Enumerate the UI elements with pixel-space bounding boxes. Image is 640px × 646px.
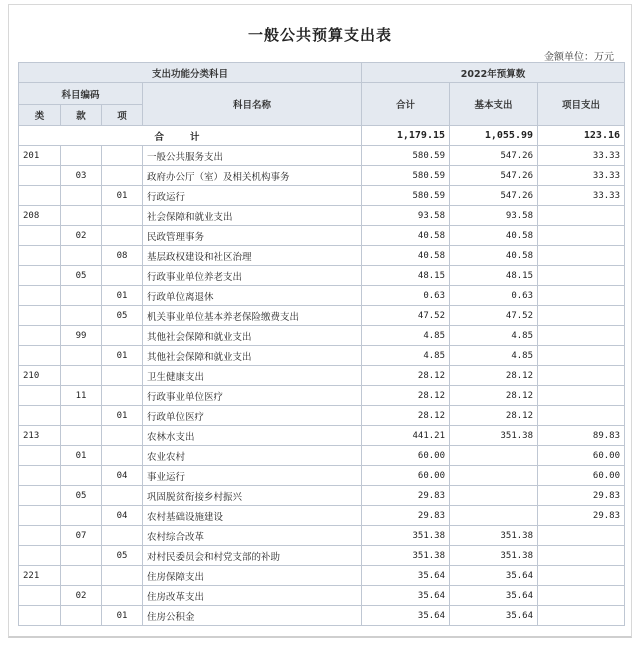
table-row (19, 606, 625, 626)
code-kuan: 99 (61, 326, 102, 346)
amount-basic: 547.26 (450, 146, 538, 166)
code-xiang: 01 (102, 346, 143, 366)
code-xiang (102, 146, 143, 166)
amount-total: 580.59 (362, 186, 450, 206)
unit-label: 金额单位：万元 (544, 52, 614, 63)
header-lei: 类 (19, 105, 61, 126)
amount-total: 441.21 (362, 426, 450, 446)
table-row (19, 426, 625, 446)
header-subject-name: 科目名称 (143, 83, 362, 126)
amount-total: 28.12 (362, 366, 450, 386)
subject-name: 行政运行 (143, 186, 362, 206)
code-lei (19, 326, 61, 346)
code-kuan (61, 406, 102, 426)
code-lei (19, 186, 61, 206)
amount-project: 60.00 (538, 466, 625, 486)
amount-project (538, 286, 625, 306)
subject-name: 卫生健康支出 (143, 366, 362, 386)
amount-total: 40.58 (362, 226, 450, 246)
amount-basic: 547.26 (450, 186, 538, 206)
code-kuan (61, 366, 102, 386)
table-row (19, 586, 625, 606)
table-row (19, 166, 625, 186)
code-kuan (61, 466, 102, 486)
subject-name: 巩固脱贫衔接乡村振兴 (143, 486, 362, 506)
amount-total: 60.00 (362, 466, 450, 486)
total-basic: 1,055.99 (450, 126, 538, 146)
amount-basic: 28.12 (450, 406, 538, 426)
subject-name: 机关事业单位基本养老保险缴费支出 (143, 306, 362, 326)
amount-project (538, 386, 625, 406)
amount-project (538, 226, 625, 246)
code-kuan (61, 506, 102, 526)
code-xiang: 04 (102, 506, 143, 526)
amount-total: 351.38 (362, 526, 450, 546)
amount-project: 33.33 (538, 166, 625, 186)
amount-total: 60.00 (362, 446, 450, 466)
subject-name: 行政事业单位医疗 (143, 386, 362, 406)
code-kuan (61, 426, 102, 446)
amount-total: 0.63 (362, 286, 450, 306)
amount-project (538, 266, 625, 286)
subject-name: 一般公共服务支出 (143, 146, 362, 166)
subject-name: 政府办公厅（室）及相关机构事务 (143, 166, 362, 186)
code-xiang (102, 586, 143, 606)
subject-name: 社会保障和就业支出 (143, 206, 362, 226)
table-row (19, 506, 625, 526)
amount-project (538, 406, 625, 426)
amount-basic: 40.58 (450, 226, 538, 246)
amount-basic: 0.63 (450, 286, 538, 306)
table-row (19, 366, 625, 386)
code-kuan (61, 246, 102, 266)
amount-total: 351.38 (362, 546, 450, 566)
code-lei (19, 546, 61, 566)
total-project: 123.16 (538, 126, 625, 146)
amount-total: 40.58 (362, 246, 450, 266)
code-kuan: 05 (61, 266, 102, 286)
code-lei (19, 446, 61, 466)
subject-name: 农业农村 (143, 446, 362, 466)
code-xiang (102, 206, 143, 226)
subject-name: 农村基础设施建设 (143, 506, 362, 526)
code-kuan (61, 606, 102, 626)
table-row (19, 566, 625, 586)
code-kuan: 11 (61, 386, 102, 406)
amount-project (538, 546, 625, 566)
amount-total: 29.83 (362, 486, 450, 506)
code-kuan (61, 346, 102, 366)
code-lei (19, 226, 61, 246)
total-row (19, 126, 625, 146)
table-row (19, 226, 625, 246)
subject-name: 行政单位医疗 (143, 406, 362, 426)
amount-total: 35.64 (362, 586, 450, 606)
code-lei (19, 286, 61, 306)
code-xiang: 01 (102, 606, 143, 626)
amount-basic (450, 466, 538, 486)
code-kuan (61, 206, 102, 226)
subject-name: 行政单位离退休 (143, 286, 362, 306)
subject-name: 民政管理事务 (143, 226, 362, 246)
code-kuan: 03 (61, 166, 102, 186)
code-xiang (102, 226, 143, 246)
table-row (19, 146, 625, 166)
page-title: 一般公共预算支出表 (247, 26, 392, 44)
amount-basic: 351.38 (450, 526, 538, 546)
code-xiang (102, 166, 143, 186)
header-kuan: 款 (61, 105, 102, 126)
amount-total: 35.64 (362, 606, 450, 626)
code-xiang: 04 (102, 466, 143, 486)
table-row (19, 186, 625, 206)
budget-table (18, 62, 625, 626)
code-xiang (102, 326, 143, 346)
amount-project (538, 346, 625, 366)
amount-project (538, 586, 625, 606)
code-kuan (61, 186, 102, 206)
amount-basic: 93.58 (450, 206, 538, 226)
code-xiang (102, 426, 143, 446)
table-row (19, 206, 625, 226)
amount-basic: 35.64 (450, 566, 538, 586)
amount-project (538, 246, 625, 266)
code-xiang: 05 (102, 306, 143, 326)
code-kuan: 02 (61, 226, 102, 246)
code-lei (19, 606, 61, 626)
amount-basic: 28.12 (450, 386, 538, 406)
amount-basic (450, 506, 538, 526)
code-lei (19, 166, 61, 186)
amount-basic: 351.38 (450, 546, 538, 566)
code-kuan (61, 306, 102, 326)
subject-name: 农村综合改革 (143, 526, 362, 546)
subject-name: 其他社会保障和就业支出 (143, 326, 362, 346)
header-xiang: 项 (102, 105, 143, 126)
code-xiang (102, 446, 143, 466)
subject-name: 住房保障支出 (143, 566, 362, 586)
code-kuan: 02 (61, 586, 102, 606)
header-code-group: 科目编码 (19, 83, 143, 105)
code-lei (19, 506, 61, 526)
table-row (19, 326, 625, 346)
amount-total: 580.59 (362, 166, 450, 186)
amount-basic: 28.12 (450, 366, 538, 386)
code-lei (19, 306, 61, 326)
amount-project (538, 606, 625, 626)
amount-total: 48.15 (362, 266, 450, 286)
code-xiang (102, 566, 143, 586)
code-lei: 201 (19, 146, 61, 166)
amount-basic (450, 446, 538, 466)
header-project-expense: 项目支出 (538, 83, 625, 126)
subject-name: 住房公积金 (143, 606, 362, 626)
code-lei (19, 386, 61, 406)
code-xiang: 01 (102, 286, 143, 306)
header-function-category: 支出功能分类科目 (19, 63, 362, 83)
code-lei (19, 266, 61, 286)
amount-total: 580.59 (362, 146, 450, 166)
table-row (19, 246, 625, 266)
total-sum: 1,179.15 (362, 126, 450, 146)
amount-project (538, 306, 625, 326)
amount-total: 28.12 (362, 406, 450, 426)
amount-total: 47.52 (362, 306, 450, 326)
table-row (19, 286, 625, 306)
code-xiang: 05 (102, 546, 143, 566)
amount-project: 33.33 (538, 186, 625, 206)
amount-total: 29.83 (362, 506, 450, 526)
code-lei (19, 466, 61, 486)
code-lei (19, 246, 61, 266)
table-row (19, 346, 625, 366)
amount-total: 93.58 (362, 206, 450, 226)
code-xiang: 01 (102, 186, 143, 206)
code-kuan (61, 146, 102, 166)
amount-basic: 35.64 (450, 606, 538, 626)
amount-basic (450, 486, 538, 506)
amount-project: 89.83 (538, 426, 625, 446)
code-xiang: 01 (102, 406, 143, 426)
amount-project (538, 526, 625, 546)
amount-basic: 40.58 (450, 246, 538, 266)
total-label: 合计 (19, 126, 362, 146)
table-row (19, 386, 625, 406)
code-kuan (61, 546, 102, 566)
amount-basic: 47.52 (450, 306, 538, 326)
code-lei (19, 586, 61, 606)
amount-total: 4.85 (362, 326, 450, 346)
subject-name: 基层政权建设和社区治理 (143, 246, 362, 266)
table-row (19, 446, 625, 466)
amount-total: 28.12 (362, 386, 450, 406)
table-row (19, 546, 625, 566)
amount-project (538, 566, 625, 586)
amount-basic: 35.64 (450, 586, 538, 606)
code-lei: 221 (19, 566, 61, 586)
amount-project: 29.83 (538, 486, 625, 506)
code-xiang (102, 386, 143, 406)
amount-total: 4.85 (362, 346, 450, 366)
code-xiang (102, 486, 143, 506)
code-lei: 208 (19, 206, 61, 226)
table-row (19, 306, 625, 326)
amount-project: 60.00 (538, 446, 625, 466)
code-kuan: 07 (61, 526, 102, 546)
code-kuan (61, 286, 102, 306)
amount-basic: 48.15 (450, 266, 538, 286)
subject-name: 行政事业单位养老支出 (143, 266, 362, 286)
amount-project (538, 326, 625, 346)
subject-name: 农林水支出 (143, 426, 362, 446)
amount-basic: 547.26 (450, 166, 538, 186)
code-lei (19, 526, 61, 546)
amount-total: 35.64 (362, 566, 450, 586)
table-row (19, 486, 625, 506)
subject-name: 事业运行 (143, 466, 362, 486)
amount-basic: 4.85 (450, 326, 538, 346)
amount-project: 33.33 (538, 146, 625, 166)
amount-project (538, 206, 625, 226)
header-basic-expense: 基本支出 (450, 83, 538, 126)
amount-project (538, 366, 625, 386)
subject-name: 其他社会保障和就业支出 (143, 346, 362, 366)
code-xiang (102, 526, 143, 546)
code-xiang (102, 366, 143, 386)
amount-basic: 351.38 (450, 426, 538, 446)
code-lei (19, 406, 61, 426)
amount-project: 29.83 (538, 506, 625, 526)
table-row (19, 266, 625, 286)
table-row (19, 526, 625, 546)
code-kuan: 01 (61, 446, 102, 466)
code-kuan: 05 (61, 486, 102, 506)
code-xiang: 08 (102, 246, 143, 266)
table-row (19, 466, 625, 486)
subject-name: 对村民委员会和村党支部的补助 (143, 546, 362, 566)
subject-name: 住房改革支出 (143, 586, 362, 606)
code-lei: 213 (19, 426, 61, 446)
code-lei: 210 (19, 366, 61, 386)
code-lei (19, 346, 61, 366)
code-lei (19, 486, 61, 506)
header-budget-year: 2022年预算数 (362, 63, 625, 83)
amount-basic: 4.85 (450, 346, 538, 366)
code-xiang (102, 266, 143, 286)
header-total: 合计 (362, 83, 450, 126)
code-kuan (61, 566, 102, 586)
table-row (19, 406, 625, 426)
